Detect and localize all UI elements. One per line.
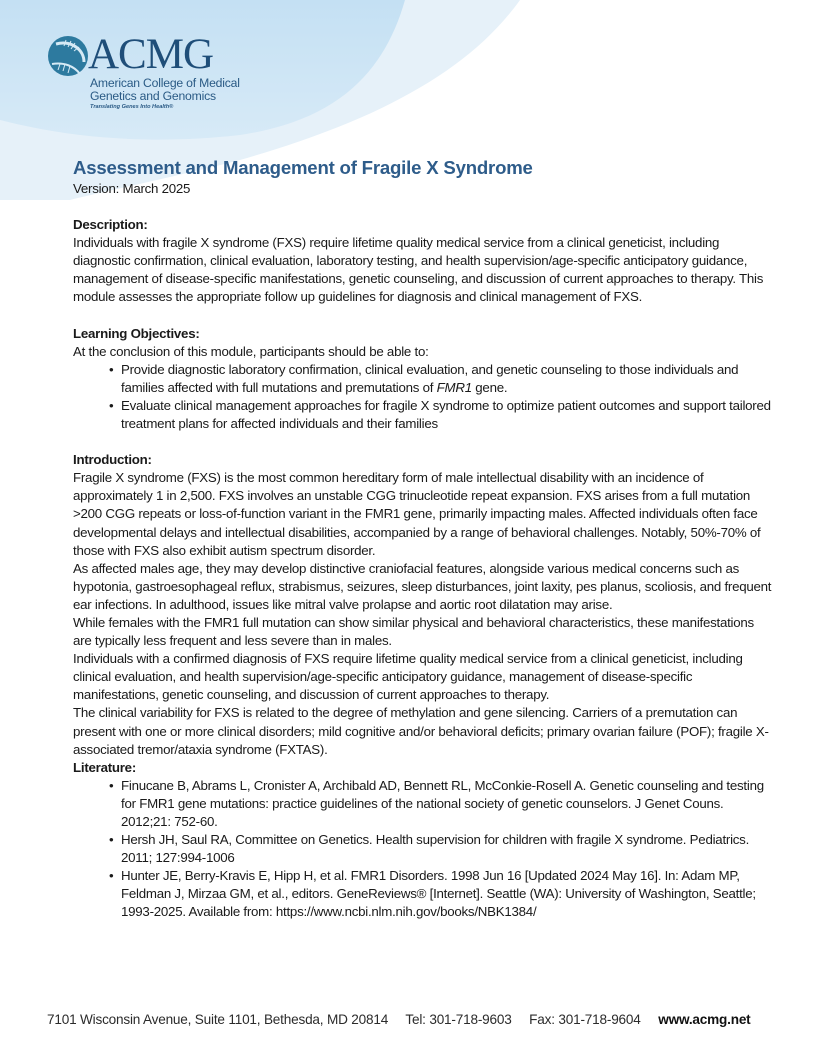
page-footer <box>47 1012 777 1027</box>
objectives-heading: Learning Objectives: <box>73 325 200 341</box>
footer-address: 7101 Wisconsin Avenue, Suite 1101, Bethesda, MD 20814 <box>47 1012 389 1027</box>
introduction-heading: Introduction: <box>73 452 152 468</box>
objectives-list <box>73 361 773 433</box>
literature-reference[interactable]: • Hunter JE, Berry-Kravis E, Hipp H, et al. FMR1 Disorders. 1998 Jun 16 [Updated 2024 May 16]. In: Adam MP, Feldman J, Mirzaa GM, et al., editors. GeneReviews® [Internet]. Seattle (WA): University of Washington, Seattle; 1993-2025. Available from: https://www.ncbi.nlm.nih.gov/books/NBK1384/ <box>73 867 773 921</box>
footer-website-link[interactable]: www.acmg.net <box>658 1012 751 1027</box>
introduction-paragraph: While females with the FMR1 full mutation can show similar physical and behavioral characteristics, these manifestations are typically less frequent and less severe than in males. <box>73 614 754 649</box>
description-section <box>73 216 773 306</box>
learning-objectives-section <box>73 325 773 434</box>
acmg-logo <box>46 31 246 114</box>
gene-name: FMR1 <box>436 379 472 395</box>
literature-list <box>73 777 773 922</box>
dna-globe-icon <box>46 34 90 78</box>
document-body <box>73 156 773 922</box>
literature-section <box>73 759 773 922</box>
literature-reference: • Hersh JH, Saul RA, Committee on Genetics. Health supervision for children with fragile X syndrome. Pediatrics. 2011; 127:994-1006 <box>73 831 773 867</box>
footer-telephone: Tel: 301-718-9603 <box>405 1012 512 1027</box>
description-heading: Description: <box>73 217 148 233</box>
logo-name-line1: American College of Medical <box>90 76 240 90</box>
objectives-intro: At the conclusion of this module, participants should be able to: <box>73 343 429 359</box>
objective-item: • Provide diagnostic laboratory confirmation, clinical evaluation, and genetic counseling to those individuals and families affected with full mutations and premutations of FMR1 gene. <box>73 361 773 397</box>
literature-heading: Literature: <box>73 759 137 775</box>
description-text: Individuals with fragile X syndrome (FXS) require lifetime quality medical service from a clinical geneticist, including diagnostic confirmation, clinical evaluation, laboratory testing, and health supervision/age-specific anticipatory guidance, management of disease-specific manifestations, genetic counseling, and discussion of current approaches to therapy. This module assesses the appropriate follow up guidelines for diagnosis and clinical management of FXS. <box>73 235 764 305</box>
logo-name-line2: Genetics and Genomics <box>90 89 216 103</box>
introduction-paragraph: The clinical variability for FXS is related to the degree of methylation and gene silencing. Carriers of a premutation can present with one or more clinical disorders; mild cognitive and/or behavioral deficits; primary ovarian failure (POF); fragile X-associated tremor/ataxia syndrome (FXTAS). <box>73 705 769 757</box>
logo-wordmark: ACMG <box>88 31 214 78</box>
literature-reference: • Finucane B, Abrams L, Cronister A, Archibald AD, Bennett RL, McConkie-Rosell A. Genetic counseling and testing for FMR1 gene mutations: practice guidelines of the national society of genetic counselors. J Genet Couns. 2012;21: 752-60. <box>73 777 773 831</box>
version-text: Version: March 2025 <box>73 181 191 196</box>
document-title: Assessment and Management of Fragile X Syndrome <box>73 157 533 178</box>
introduction-section <box>73 451 773 759</box>
introduction-paragraph: Individuals with a confirmed diagnosis of FXS require lifetime quality medical service from a clinical geneticist, including clinical evaluation, and health supervision/age-specific anticipatory guidance, management of disease-specific manifestations, genetic counseling, and discussion of current approaches to therapy. <box>73 651 743 703</box>
introduction-paragraph: Fragile X syndrome (FXS) is the most common hereditary form of male intellectual disability with an incidence of approximately 1 in 2,500. FXS involves an unstable CGG trinucleotide repeat expansion. FXS arises from a full mutation >200 CGG repeats or loss-of-function variant in the FMR1 gene, primarily impacting males. Affected individuals often face developmental delays and intellectual disabilities, accompanied by a range of behavioral challenges. Notably, 50%-70% of those with FXS also exhibit autism spectrum disorder. <box>73 470 761 558</box>
logo-organization-name <box>90 77 240 103</box>
logo-tagline: Translating Genes Into Health® <box>90 104 174 110</box>
footer-fax: Fax: 301-718-9604 <box>529 1012 641 1027</box>
objective-item: • Evaluate clinical management approaches for fragile X syndrome to optimize patient outcomes and support tailored treatment plans for affected individuals and their families <box>73 397 773 433</box>
introduction-paragraph: As affected males age, they may develop distinctive craniofacial features, alongside various medical concerns such as hypotonia, gastroesophageal reflux, strabismus, seizures, sleep disturbances, joint laxity, pes planus, scoliosis, and frequent ear infections. In adulthood, issues like mitral valve prolapse and aortic root dilatation may arise. <box>73 560 772 612</box>
